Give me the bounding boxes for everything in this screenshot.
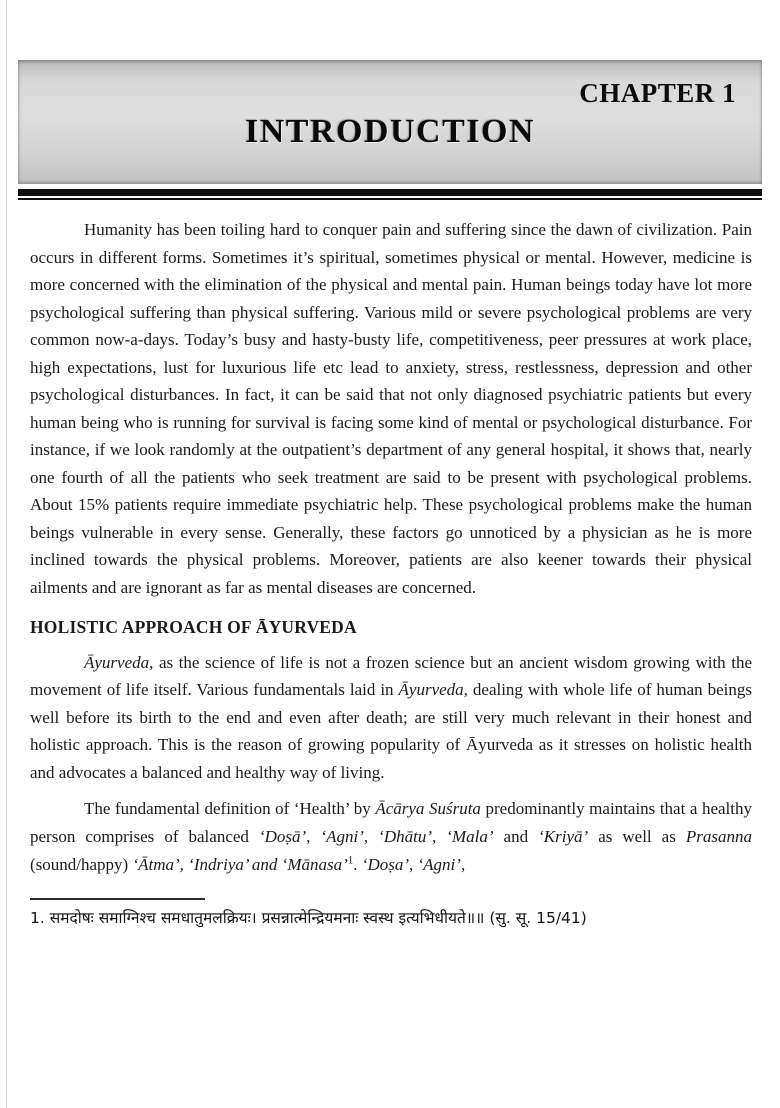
paragraph-health-definition: The fundamental definition of ‘Health’ by Ācārya Suśruta predominantly maintains that a healthy person comprises of balanced ‘Doṣā’, ‘Agni’, ‘Dhātu’, ‘Mala’ and ‘Kriyā’ as well as Prasanna (sound/happy) ‘Ātma’, ‘Indriya’ and ‘Mānasa’$^1$. ‘Doṣa’, ‘Agni’, <box>30 799 753 874</box>
paragraph-ayurveda-science: Āyurveda, as the science of life is not a frozen science but an ancient wisdom growing with the movement of life itself. Various fundamentals laid in Āyurveda, dealing with whole life of human beings well before its birth to the end and even after death; are still very much relevant in their honest and holistic approach. This is the reason of growing popularity of Āyurveda as it stresses on holistic health and advocates a balanced and healthy way of living. <box>30 652 752 782</box>
footnote-sanskrit: 1. समदोषः समाग्निश्च समधातुमलक्रियः। प्रसन्नात्मेन्द्रियमनाः स्वस्थ इत्यभिधीयते॥॥ (सु. सू. 15/41) <box>30 909 587 928</box>
page-title: INTRODUCTION <box>244 113 536 150</box>
footnote-rule <box>30 898 205 900</box>
chapter-label: CHAPTER 1 <box>579 78 736 108</box>
page-content <box>0 200 780 930</box>
chapter-banner <box>18 60 762 184</box>
divider-thick-rule <box>18 189 762 196</box>
paragraph-intro: Humanity has been toiling hard to conquer pain and suffering since the dawn of civilization. Pain occurs in different forms. Sometimes it’s spiritual, sometimes physical or mental. However, medicine is more concerned with the elimination of the physical and mental pain. Human beings today have lot more psychological suffering than physical suffering. Various mild or severe psychological problems are very common now-a-days. Today’s busy and hasty-busty life, competitiveness, peer pressures at work place, high expectations, lust for luxurious life etc lead to anxiety, stress, restlessness, depression and other psychological disturbances. In fact, it can be said that not only diagnosed psychiatric patients but every human being who is running for survival is facing some kind of mental or psychological disturbance. For instance, if we look randomly at the outpatient’s department of any general hospital, it shows that, nearly one fourth of all the patients who seek treatment are said to be present with psychological problems. About 15% patients require immediate psychiatric help. These psychological problems make the human beings vulnerable in every sense. Generally, these factors go unnoticed by a physician as he is more inclined towards the physical problems. Moreover, patients are also keener towards their physical ailments and are ignorant as far as mental diseases are concerned. <box>30 220 752 597</box>
section-heading-holistic-approach: HOLISTIC APPROACH OF ĀYURVEDA <box>30 617 357 638</box>
